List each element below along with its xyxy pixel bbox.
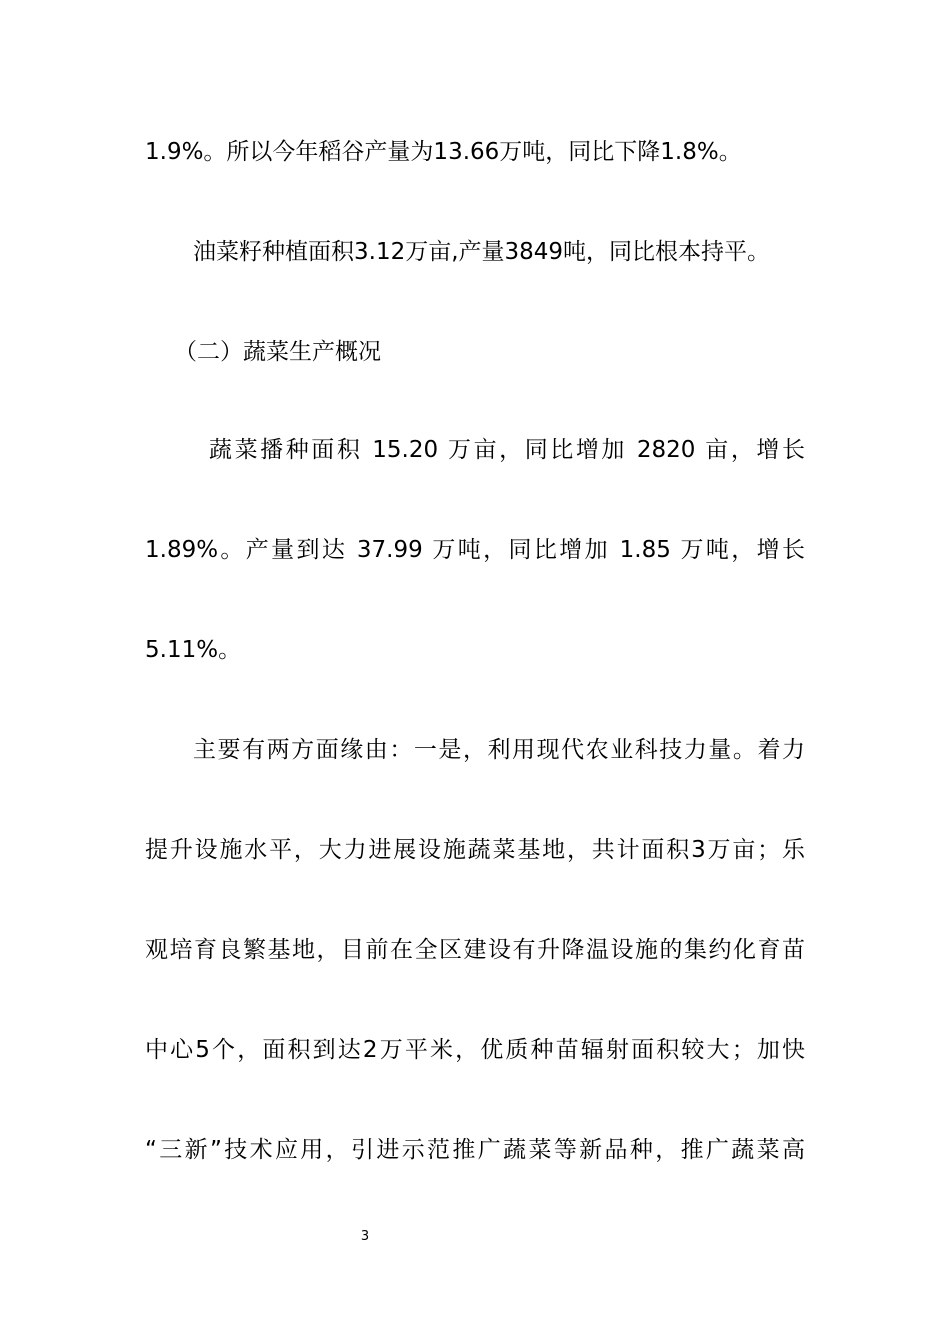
paragraph-line: 油菜籽种植面积3.12万亩,产量3849吨，同比根本持平。 (193, 239, 771, 265)
paragraph-line: 蔬菜播种面积 15.20 万亩，同比增加 2820 亩，增长 (209, 437, 805, 463)
paragraph-line: 1.89%。产量到达 37.99 万吨，同比增加 1.85 万吨，增长 (145, 537, 805, 563)
paragraph-line: 5.11%。 (145, 637, 242, 663)
paragraph-line: 主要有两方面缘由：一是，利用现代农业科技力量。着力 (193, 737, 805, 763)
section-heading: （二）蔬菜生产概况 (174, 339, 381, 365)
paragraph-line: “三新”技术应用，引进示范推广蔬菜等新品种，推广蔬菜高 (145, 1137, 805, 1163)
page-number: 3 (360, 1229, 370, 1244)
paragraph-line: 提升设施水平，大力进展设施蔬菜基地，共计面积3万亩；乐 (145, 837, 805, 863)
paragraph-line: 观培育良繁基地，目前在全区建设有升降温设施的集约化育苗 (145, 937, 805, 963)
paragraph-line: 中心5个，面积到达2万平米，优质种苗辐射面积较大；加快 (145, 1037, 805, 1063)
paragraph-line: 1.9%。所以今年稻谷产量为13.66万吨，同比下降1.8%。 (145, 139, 742, 165)
